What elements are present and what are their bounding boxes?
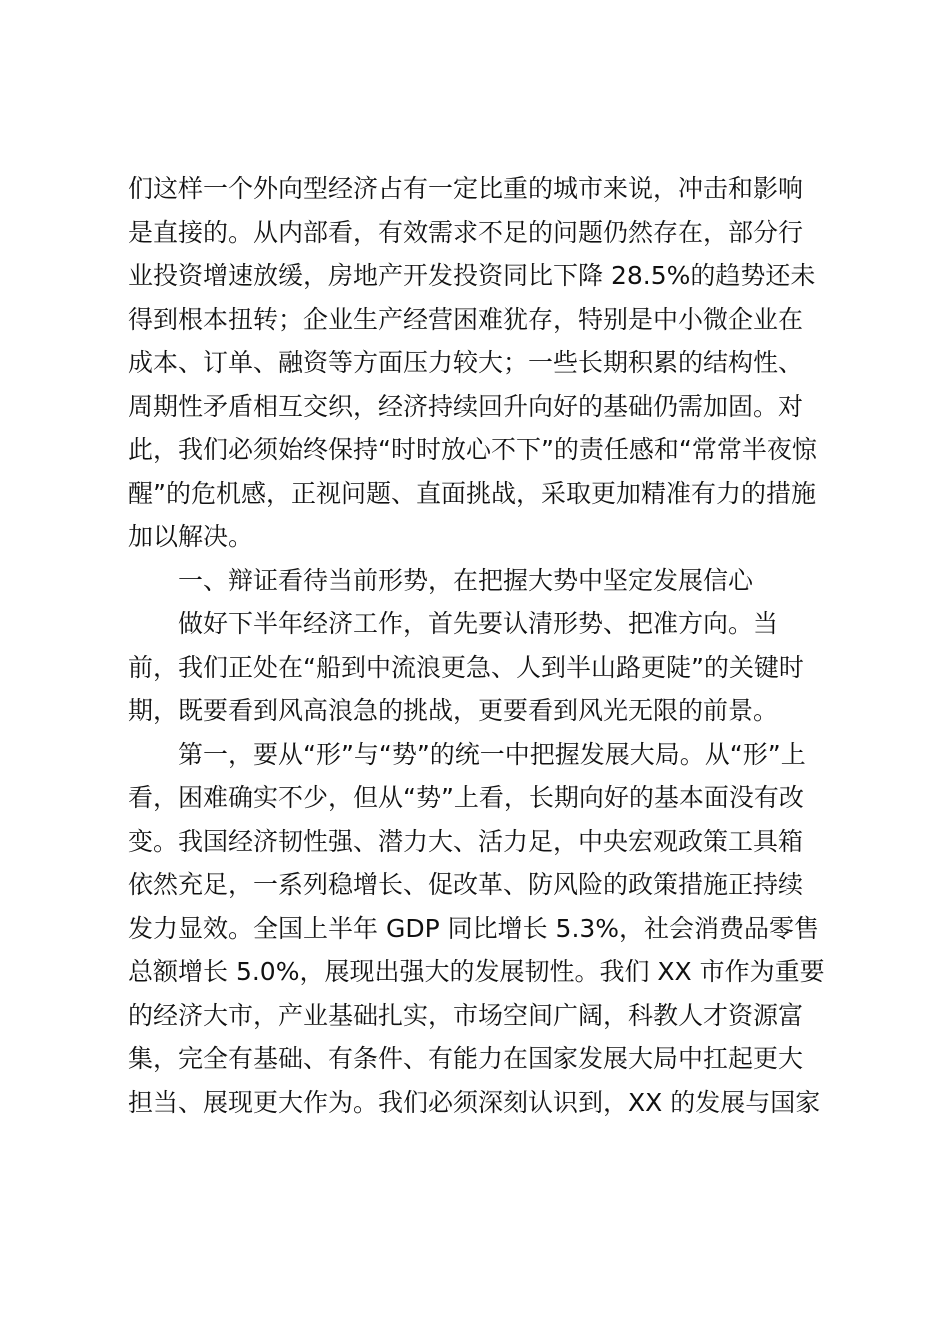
- text-line: 集，完全有基础、有条件、有能力在国家发展大局中扛起更大: [128, 1044, 804, 1073]
- text-line: 期，既要看到风高浪急的挑战，更要看到风光无限的前景。: [128, 696, 779, 725]
- text-line: 担当、展现更大作为。我们必须深刻认识到，XX 的发展与国家: [128, 1087, 821, 1117]
- text-line: 成本、订单、融资等方面压力较大；一些长期积累的结构性、: [128, 348, 804, 377]
- text-line: 发力显效。全国上半年 GDP 同比增长 5.3%，社会消费品零售: [128, 913, 820, 943]
- text-line: 看，困难确实不少，但从“势”上看，长期向好的基本面没有改: [128, 783, 804, 812]
- paragraph-start-line: 做好下半年经济工作，首先要认清形势、把准方向。当: [178, 609, 779, 638]
- paragraph-start-line: 第一，要从“形”与“势”的统一中把握发展大局。从“形”上: [178, 739, 806, 769]
- text-line: 加以解决。: [128, 522, 254, 551]
- text-line: 得到根本扭转；企业生产经营困难犹存，特别是中小微企业在: [128, 304, 804, 334]
- text-line: 业投资增速放缓，房地产开发投资同比下降 28.5%的趋势还未: [128, 261, 816, 290]
- document-body: [128, 167, 836, 1124]
- text-line: 总额增长 5.0%，展现出强大的发展韧性。我们 XX 市作为重要: [128, 957, 825, 986]
- text-line: 依然充足，一系列稳增长、促改革、防风险的政策措施正持续: [128, 870, 804, 899]
- text-line: 的经济大市，产业基础扎实，市场空间广阔，科教人才资源富: [128, 1000, 804, 1030]
- text-line: 是直接的。从内部看，有效需求不足的问题仍然存在，部分行: [128, 217, 804, 247]
- section-heading: 一、辩证看待当前形势，在把握大势中坚定发展信心: [178, 565, 754, 595]
- text-line: 前，我们正处在“船到中流浪更急、人到半山路更陡”的关键时: [128, 652, 804, 682]
- text-line: 醒”的危机感，正视问题、直面挑战，采取更加精准有力的措施: [128, 478, 816, 508]
- text-line: 周期性矛盾相互交织，经济持续回升向好的基础仍需加固。对: [128, 391, 804, 421]
- text-line: 们这样一个外向型经济占有一定比重的城市来说，冲击和影响: [128, 174, 804, 203]
- text-line: 此，我们必须始终保持“时时放心不下”的责任感和“常常半夜惊: [128, 435, 817, 464]
- text-line: 变。我国经济韧性强、潜力大、活力足，中央宏观政策工具箱: [128, 826, 804, 856]
